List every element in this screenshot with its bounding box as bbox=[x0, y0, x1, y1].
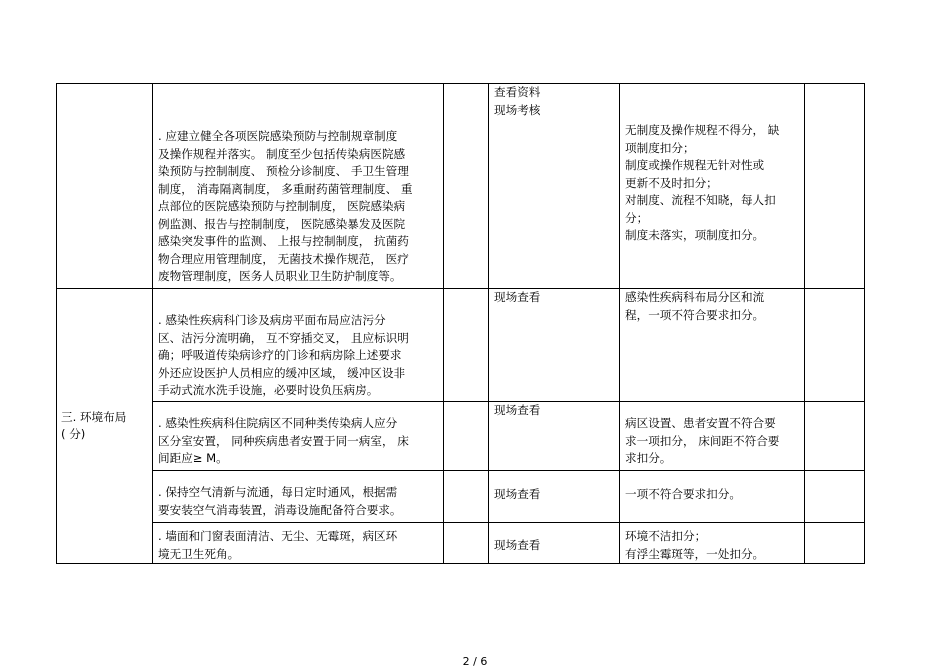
blank-cell bbox=[444, 402, 489, 471]
method-text: 查看资料 现场考核 bbox=[494, 85, 541, 117]
requirement-cell bbox=[153, 84, 444, 289]
table-row bbox=[57, 523, 865, 564]
section-cell-empty bbox=[57, 84, 153, 289]
deduction-text: 环境不洁扣分； 有浮尘霉斑等，一处扣分。 bbox=[625, 529, 765, 561]
deduction-cell bbox=[620, 471, 805, 523]
blank-cell bbox=[444, 471, 489, 523]
section-label: 三. 环境布局 ( 分) bbox=[61, 409, 127, 441]
method-cell bbox=[489, 402, 620, 471]
method-text: 现场查看 bbox=[494, 538, 541, 552]
requirement-cell bbox=[153, 471, 444, 523]
requirement-text: . 墙面和门窗表面清洁、无尘、无霉斑，病区环 境无卫生死角。 bbox=[158, 529, 398, 561]
blank-cell bbox=[444, 289, 489, 402]
score-cell bbox=[805, 289, 865, 402]
requirement-text: . 感染性疾病科住院病区不同种类传染病人应分 区分室安置， 同种疾病患者安置于同一病室， 床 间距应≥ M。 bbox=[158, 416, 409, 465]
table-row bbox=[57, 471, 865, 523]
method-cell bbox=[489, 523, 620, 564]
requirement-cell bbox=[153, 523, 444, 564]
method-cell bbox=[489, 289, 620, 402]
requirement-text: . 保持空气清新与流通，每日定时通风，根据需 要安装空气消毒装置，消毒设施配备符合要求。 bbox=[158, 485, 402, 517]
deduction-text: 感染性疾病科布局分区和流 程，一项不符合要求扣分。 bbox=[625, 290, 765, 322]
section-cell bbox=[57, 289, 153, 564]
score-cell bbox=[805, 523, 865, 564]
method-cell bbox=[489, 84, 620, 289]
method-text: 现场查看 bbox=[494, 487, 541, 501]
table-row bbox=[57, 402, 865, 471]
method-cell bbox=[489, 471, 620, 523]
score-cell bbox=[805, 84, 865, 289]
deduction-text: 无制度及操作规程不得分， 缺 项制度扣分； 制度或操作规程无针对性或 更新不及时扣分； 对制度、流程不知晓，每人扣 分； 制度未落实，项制度扣分。 bbox=[625, 123, 780, 242]
inspection-table bbox=[56, 83, 865, 564]
requirement-text: . 应建立健全各项医院感染预防与控制规章制度 及操作规程并落实。 制度至少包括传染病医院感 染预防与控制制度、 预检分诊制度、 手卫生管理 制度， 消毒隔离制度， 多重耐药菌管理制度、 重 点部位的医院感染预防与控制制度， 医院感染病 例监测、报告与控制制度， 医院感染暴发及医院 感染突发事件的监测、 上报与控制制度， 抗菌药 物合理应用管理制度， 无菌技术操作规范， 医疗 废物管理制度，医务人员职业卫生防护制度等。 bbox=[158, 129, 413, 283]
deduction-cell bbox=[620, 84, 805, 289]
table-row bbox=[57, 289, 865, 402]
requirement-cell bbox=[153, 402, 444, 471]
score-cell bbox=[805, 402, 865, 471]
blank-cell bbox=[444, 523, 489, 564]
deduction-cell bbox=[620, 289, 805, 402]
deduction-cell bbox=[620, 402, 805, 471]
method-text: 现场查看 bbox=[494, 290, 541, 304]
deduction-cell bbox=[620, 523, 805, 564]
score-cell bbox=[805, 471, 865, 523]
requirement-text: . 感染性疾病科门诊及病房平面布局应洁污分 区、洁污分流明确， 互不穿插交叉， 且应标识明 确；呼吸道传染病诊疗的门诊和病房除上述要求 外还应设医护人员相应的缓冲区域， 缓冲区设非 手动式流水洗手设施，必要时设负压病房。 bbox=[158, 313, 409, 397]
blank-cell bbox=[444, 84, 489, 289]
deduction-text: 一项不符合要求扣分。 bbox=[625, 487, 741, 501]
page-number: 2 / 6 bbox=[462, 655, 488, 668]
method-text: 现场查看 bbox=[494, 403, 541, 417]
table-row bbox=[57, 84, 865, 289]
requirement-cell bbox=[153, 289, 444, 402]
deduction-text: 病区设置、患者安置不符合要 求一项扣分， 床间距不符合要 求扣分。 bbox=[625, 416, 780, 465]
